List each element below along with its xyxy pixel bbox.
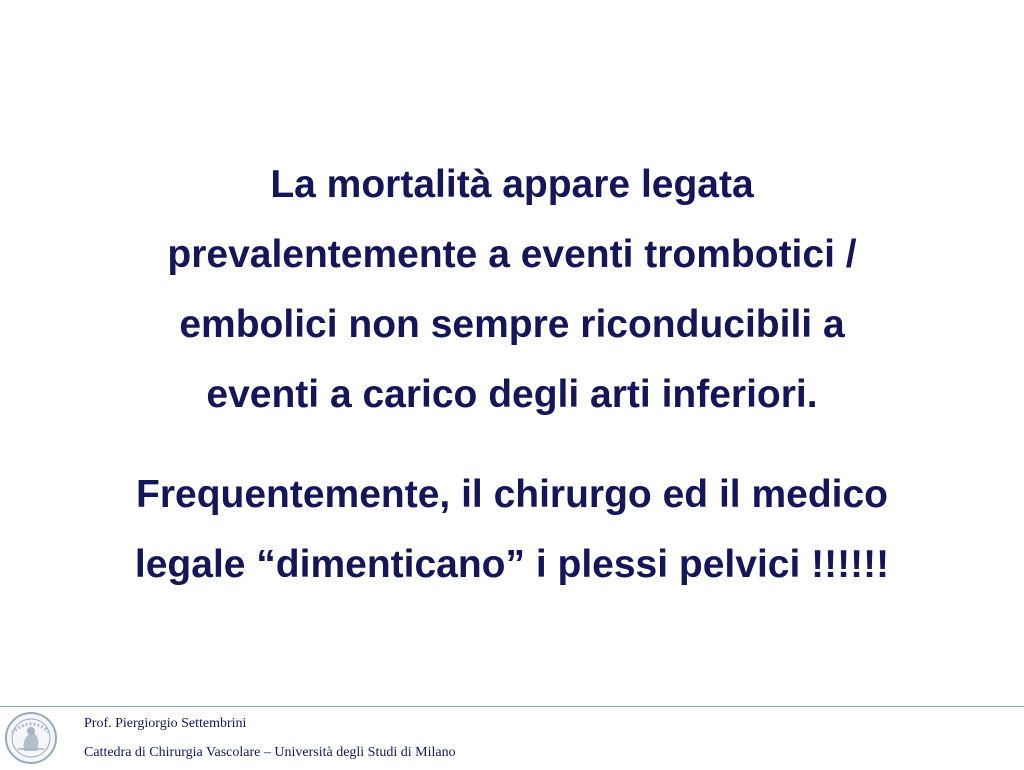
slide-body bbox=[40, 150, 984, 600]
text-line: embolici non sempre riconducibili a bbox=[179, 303, 845, 346]
text-line: prevalentemente a eventi trombotici / bbox=[167, 233, 857, 276]
text-line: Frequentemente, il chirurgo ed il medico bbox=[136, 473, 888, 516]
footer-divider bbox=[0, 706, 1024, 707]
footer-author: Prof. Piergiorgio Settembrini bbox=[84, 716, 247, 731]
text-line: legale “dimenticano” i plessi pelvici !!!!!! bbox=[134, 543, 890, 586]
text-line: eventi a carico degli arti inferiori. bbox=[206, 373, 818, 416]
paragraph-mortality bbox=[40, 150, 984, 430]
university-seal-icon bbox=[4, 711, 58, 765]
footer bbox=[84, 716, 456, 761]
paragraph-pelvic bbox=[40, 460, 984, 600]
footer-affiliation: Cattedra di Chirurgia Vascolare – Università degli Studi di Milano bbox=[84, 745, 456, 760]
text-line: La mortalità appare legata bbox=[270, 163, 754, 206]
